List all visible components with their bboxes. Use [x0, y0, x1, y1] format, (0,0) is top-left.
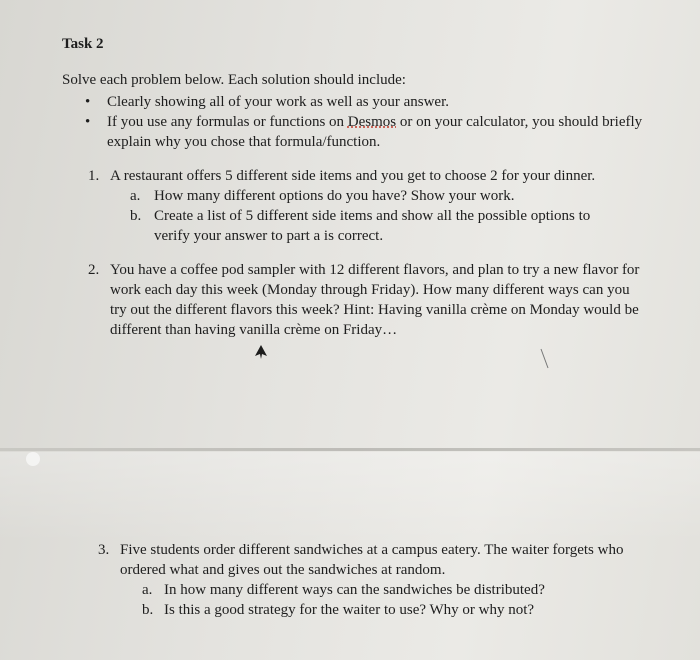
problem-number: 2. — [88, 262, 100, 278]
requirement-text-before: If you use any formulas or functions on — [107, 114, 348, 130]
part-text: How many different options do you have? Show your work. — [154, 188, 515, 204]
part-text: Is this a good strategy for the waiter to use? Why or why not? — [164, 602, 535, 618]
problem-2 — [88, 260, 648, 340]
problem-part — [88, 206, 628, 246]
problem-part — [88, 186, 628, 206]
bullet-icon: • — [85, 114, 91, 130]
task-title: Task 2 — [62, 36, 104, 52]
requirement-item — [85, 112, 665, 152]
requirement-text-after: or on your calculator, you should briefly explain why you chose that formula/function. — [107, 114, 643, 150]
problem-1 — [88, 166, 628, 246]
requirement-text: Clearly showing all of your work as well as your answer. — [107, 94, 450, 110]
page-shadow — [0, 452, 700, 542]
problem-part — [98, 580, 638, 600]
part-text: In how many different ways can the sandwiches be distributed? — [164, 582, 545, 598]
requirements-list — [85, 92, 665, 152]
light-glare — [26, 452, 40, 466]
problem-text: Five students order different sandwiches at a campus eatery. The waiter forgets who ordered what and gives out the sandwiches at random. — [120, 542, 624, 578]
part-text: Create a list of 5 different side items and show all the possible options to verify your answer to part a is correct. — [154, 208, 591, 244]
problem-text: A restaurant offers 5 different side items and you get to choose 2 for your dinner. — [110, 168, 596, 184]
problem-part — [98, 600, 638, 620]
problem-3 — [98, 540, 638, 620]
bullet-icon: • — [85, 94, 91, 110]
problem-text: You have a coffee pod sampler with 12 different flavors, and plan to try a new flavor for work each day this week (Monday through Friday). How many different ways can you try out the different flavors this week? Hint: Having vanilla crème on Monday would be different than having vanilla crème on Friday… — [110, 262, 640, 338]
part-letter: b. — [130, 208, 142, 224]
page-divider — [0, 448, 700, 451]
part-letter: a. — [130, 188, 141, 204]
desmos-word: Desmos — [347, 114, 397, 130]
part-letter: b. — [142, 602, 154, 618]
part-letter: a. — [142, 582, 153, 598]
intro-text: Solve each problem below. Each solution should include: — [62, 72, 406, 88]
problem-number: 3. — [98, 542, 110, 558]
mouse-cursor-icon — [254, 344, 268, 360]
requirement-item — [85, 92, 665, 112]
problem-number: 1. — [88, 168, 100, 184]
pencil-mark-icon — [540, 348, 550, 370]
